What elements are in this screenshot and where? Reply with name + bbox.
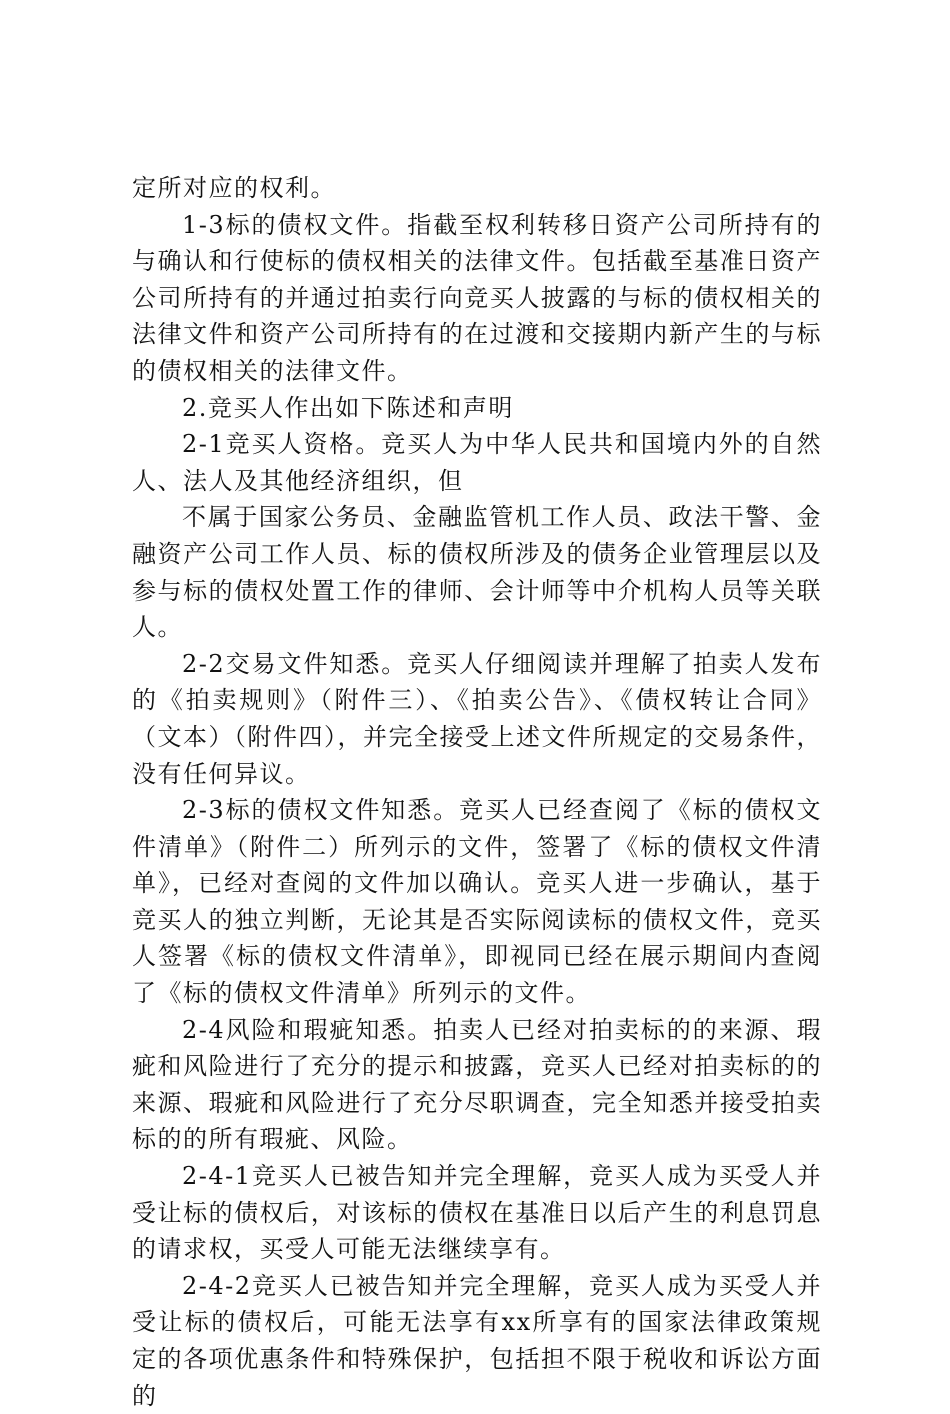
paragraph: 2.竞买人作出如下陈述和声明 xyxy=(182,393,514,422)
paragraph: 2-2交易文件知悉。竞买人仔细阅读并理解了拍卖人发布的《拍卖规则》（附件三）、《拍卖公告》、《债权转让合同》（文本）（附件四），并完全接受上述文件所规定的交易条件，没有任何异议。 xyxy=(132,649,822,788)
paragraph: 2-4-2竞买人已被告知并完全理解，竞买人成为买受人并受让标的债权后，可能无法享有xx所享有的国家法律政策规定的各项优惠条件和特殊保护，包括担不限于税收和诉讼方面的 xyxy=(132,1271,822,1410)
paragraph: 2-4-1竞买人已被告知并完全理解，竞买人成为买受人并受让标的债权后，对该标的债权在基准日以后产生的利息罚息的请求权，买受人可能无法继续享有。 xyxy=(132,1162,822,1264)
paragraph: 定所对应的权利。 xyxy=(132,174,336,202)
paragraph: 不属于国家公务员、金融监管机工作人员、政法干警、金融资产公司工作人员、标的债权所涉及的债务企业管理层以及参与标的债权处置工作的律师、会计师等中介机构人员等关联人。 xyxy=(132,503,822,642)
paragraph: 1-3标的债权文件。指截至权利转移日资产公司所持有的与确认和行使标的债权相关的法律文件。包括截至基准日资产公司所持有的并通过拍卖行向竞买人披露的与标的债权相关的法律文件和资产公司所持有的在过渡和交接期内新产生的与标的债权相关的法律文件。 xyxy=(132,210,822,385)
paragraph: 2-3标的债权文件知悉。竞买人已经查阅了《标的债权文件清单》（附件二）所列示的文件，签署了《标的债权文件清单》，已经对查阅的文件加以确认。竞买人进一步确认，基于竞买人的独立判断，无论其是否实际阅读标的债权文件，竞买人签署《标的债权文件清单》，即视同已经在展示期间内查阅了《标的债权文件清单》所列示的文件。 xyxy=(132,796,822,1008)
paragraph: 2-1竞买人资格。竞买人为中华人民共和国境内外的自然人、法人及其他经济组织，但 xyxy=(132,430,822,495)
paragraph: 2-4风险和瑕疵知悉。拍卖人已经对拍卖标的的来源、瑕疵和风险进行了充分的提示和披露，竞买人已经对拍卖标的的来源、瑕疵和风险进行了充分尽职调查，完全知悉并接受拍卖标的的所有瑕疵、风险。 xyxy=(132,1015,822,1154)
document-body xyxy=(132,170,822,1414)
